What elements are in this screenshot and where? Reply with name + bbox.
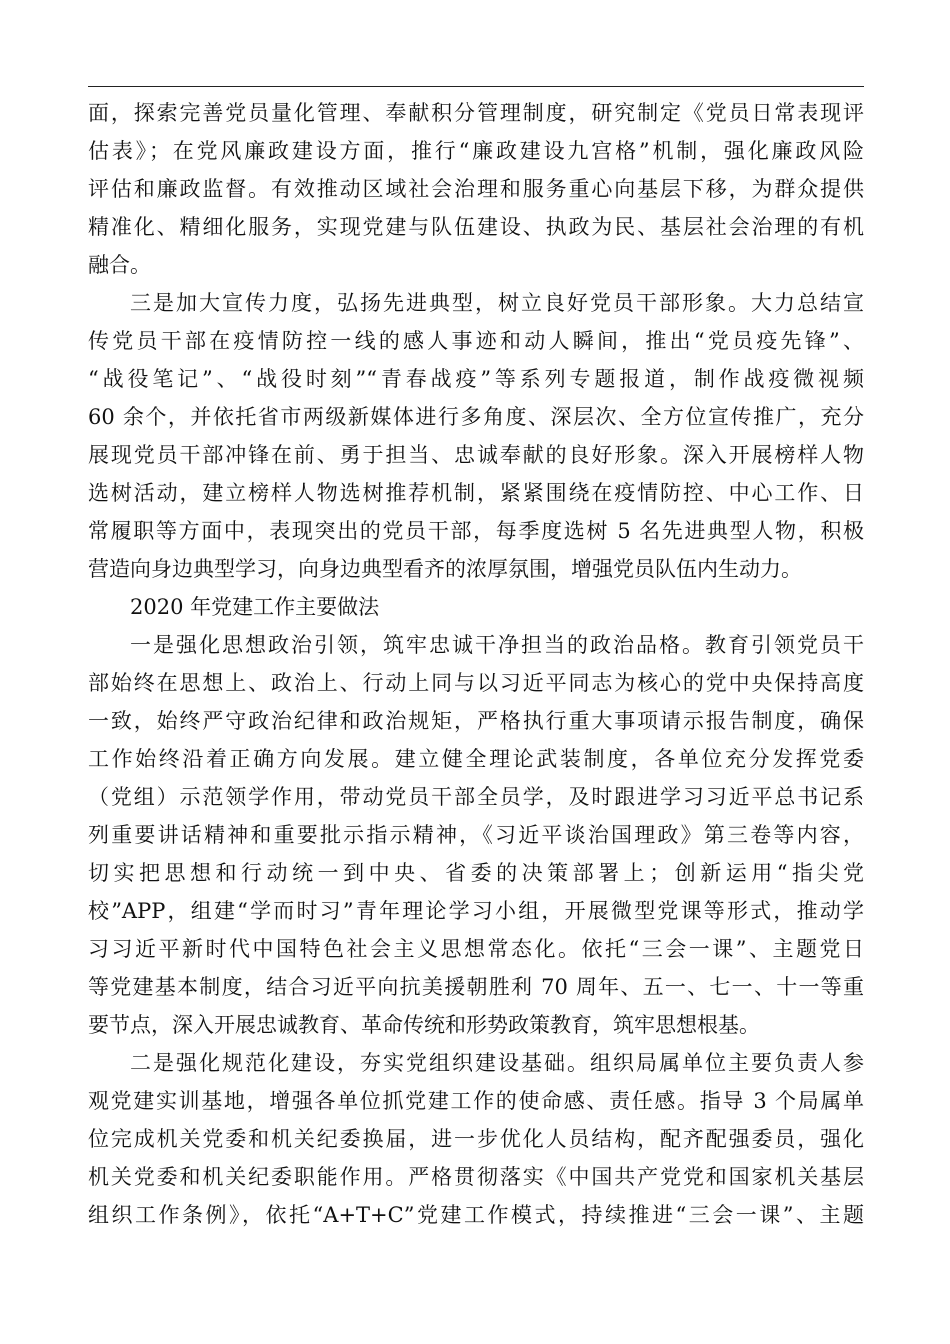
document-body (88, 94, 864, 1234)
text-line: 组织工作条例》，依托“A+T+C”党建工作模式，持续推进“三会一课”、主题 (88, 1203, 864, 1227)
text-line: 精准化、精细化服务，实现党建与队伍建设、执政为民、基层社会治理的有机 (88, 215, 864, 239)
text-line: 习习近平新时代中国特色社会主义思想常态化。依托“三会一课”、主题党日 (88, 937, 864, 961)
text-line: 营造向身边典型学习，向身边典型看齐的浓厚氛围，增强党员队伍内生动力。 (88, 557, 802, 581)
text-line: 2020 年党建工作主要做法 (130, 595, 380, 619)
text-line: 观党建实训基地，增强各单位抓党建工作的使命感、责任感。指导 3 个局属单 (88, 1089, 864, 1113)
text-line: 60 余个，并依托省市两级新媒体进行多角度、深层次、全方位宣传推广，充分 (88, 405, 864, 429)
text-line: 工作始终沿着正确方向发展。建立健全理论武装制度，各单位充分发挥党委 (88, 747, 864, 771)
text-line: 位完成机关党委和机关纪委换届，进一步优化人员结构，配齐配强委员，强化 (88, 1127, 864, 1151)
text-line: （党组）示范领学作用，带动党员干部全员学，及时跟进学习习近平总书记系 (88, 785, 864, 809)
text-line: 选树活动，建立榜样人物选树推荐机制，紧紧围绕在疫情防控、中心工作、日 (88, 481, 864, 505)
text-line: 一是强化思想政治引领，筑牢忠诚干净担当的政治品格。教育引领党员干 (130, 633, 864, 657)
text-line: 评估和廉政监督。有效推动区域社会治理和服务重心向基层下移，为群众提供 (88, 177, 864, 201)
text-line: 融合。 (88, 253, 151, 277)
text-line: 传党员干部在疫情防控一线的感人事迹和动人瞬间，推出“党员疫先锋”、 (88, 329, 864, 353)
header-rule (88, 86, 864, 87)
text-line: 展现党员干部冲锋在前、勇于担当、忠诚奉献的良好形象。深入开展榜样人物 (88, 443, 864, 467)
text-line: 要节点，深入开展忠诚教育、革命传统和形势政策教育，筑牢思想根基。 (88, 1013, 760, 1037)
text-line: 机关党委和机关纪委职能作用。严格贯彻落实《中国共产党党和国家机关基层 (88, 1165, 864, 1189)
text-line: 切实把思想和行动统一到中央、省委的决策部署上；创新运用“指尖党 (88, 861, 864, 885)
text-line: 三是加大宣传力度，弘扬先进典型，树立良好党员干部形象。大力总结宣 (130, 291, 864, 315)
text-line: 列重要讲话精神和重要批示指示精神，《习近平谈治国理政》第三卷等内容， (88, 823, 864, 847)
text-line: 部始终在思想上、政治上、行动上同与以习近平同志为核心的党中央保持高度 (88, 671, 864, 695)
text-line: 一致，始终严守政治纪律和政治规矩，严格执行重大事项请示报告制度，确保 (88, 709, 864, 733)
text-line: 常履职等方面中，表现突出的党员干部，每季度选树 5 名先进典型人物，积极 (88, 519, 864, 543)
text-line: 面，探索完善党员量化管理、奉献积分管理制度，研究制定《党员日常表现评 (88, 101, 864, 125)
text-line: 二是强化规范化建设，夯实党组织建设基础。组织局属单位主要负责人参 (130, 1051, 864, 1075)
text-line: “战役笔记”、“战役时刻”“青春战疫”等系列专题报道，制作战疫微视频 (88, 367, 864, 391)
text-line: 等党建基本制度，结合习近平向抗美援朝胜利 70 周年、五一、七一、十一等重 (88, 975, 864, 999)
text-line: 估表》；在党风廉政建设方面，推行“廉政建设九宫格”机制，强化廉政风险 (88, 139, 864, 163)
text-line: 校”APP，组建“学而时习”青年理论学习小组，开展微型党课等形式，推动学 (88, 899, 864, 923)
